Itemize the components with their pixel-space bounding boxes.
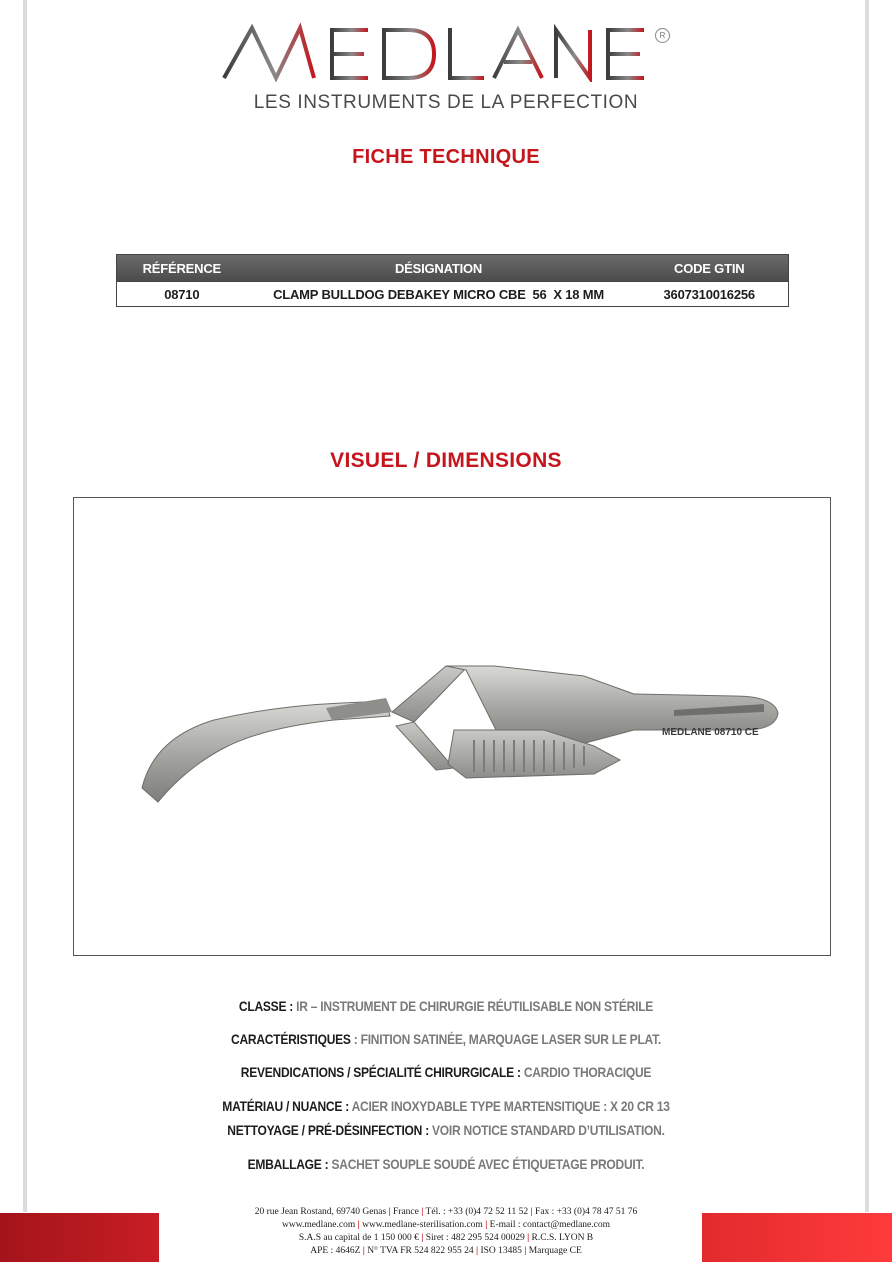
email-text[interactable]: E-mail : contact@medlane.com (489, 1220, 610, 1230)
sheet-title: FICHE TECHNIQUE (352, 146, 540, 168)
visual-title: VISUEL / DIMENSIONS (330, 449, 562, 472)
footer-line-address: 20 rue Jean Rostand, 69740 Genas | France | Tél. : +33 (0)4 72 52 11 52 | Fax : +33 (0)4 78 47 51 76 (254, 1207, 638, 1217)
brand-logo (0, 18, 892, 118)
capital-text: S.A.S au capital de 1 150 000 € (298, 1233, 419, 1243)
vat-text: N° TVA FR 524 822 955 24 (367, 1246, 474, 1256)
header-designation: DÉSIGNATION (394, 260, 483, 276)
cell-gtin: 3607310016256 (663, 286, 755, 302)
engraving-text: MEDLANE 08710 CE (662, 727, 759, 738)
spec-classe (62, 998, 829, 1014)
spec-value: SACHET SOUPLE SOUDÉ AVEC ÉTIQUETAGE PRODUIT. (328, 1156, 645, 1172)
brand-tagline: LES INSTRUMENTS DE LA PERFECTION (253, 92, 639, 113)
table-row (117, 281, 788, 306)
ape-text: APE : 4646Z (310, 1246, 361, 1256)
sterilisation-website-link[interactable]: www.medlane-sterilisation.com (362, 1220, 483, 1230)
spec-value: IR – INSTRUMENT DE CHIRURGIE RÉUTILISABLE NON STÉRILE (293, 998, 654, 1014)
spec-value: ACIER INOXYDABLE TYPE MARTENSITIQUE : X 20 CR 13 (348, 1098, 670, 1114)
header-reference: RÉFÉRENCE (142, 260, 221, 276)
country-text: France (393, 1207, 419, 1217)
website-link[interactable]: www.medlane.com (281, 1220, 356, 1230)
spec-value: VOIR NOTICE STANDARD D’UTILISATION. (428, 1122, 665, 1138)
spec-label: CLASSE : (238, 998, 294, 1014)
header-gtin: CODE GTIN (674, 260, 745, 276)
spec-label: NETTOYAGE / PRÉ-DÉSINFECTION : (227, 1122, 429, 1138)
footer-line-legal: APE : 4646Z | N° TVA FR 524 822 955 24 | ISO 13485 | Marquage CE (310, 1246, 582, 1256)
spec-materiau (62, 1098, 829, 1114)
siret-text: Siret : 482 295 524 00029 (425, 1233, 525, 1243)
left-border-line (23, 0, 27, 1212)
phone-text: Tél. : +33 (0)4 72 52 11 52 (425, 1207, 529, 1217)
medlane-wordmark (218, 22, 658, 82)
spec-value: CARDIO THORACIQUE (520, 1064, 652, 1080)
spec-label: CARACTÉRISTIQUES (231, 1031, 351, 1047)
address-text: 20 rue Jean Rostand, 69740 Genas (254, 1207, 387, 1217)
cell-reference: 08710 (164, 286, 200, 302)
spec-emballage (62, 1156, 829, 1172)
registered-mark: R (655, 28, 670, 43)
rcs-text: R.C.S. LYON B (531, 1233, 594, 1243)
footer-line-web: www.medlane.com | www.medlane-sterilisation.com | E-mail : contact@medlane.com (281, 1220, 610, 1230)
spec-revendications (62, 1064, 829, 1080)
right-border-line (865, 0, 869, 1212)
cell-designation: CLAMP BULLDOG DEBAKEY MICRO CBE 56 X 18 MM (273, 286, 604, 302)
table-header-row (117, 255, 788, 281)
product-image-frame (73, 497, 831, 956)
spec-label: MATÉRIAU / NUANCE : (222, 1098, 349, 1114)
spec-nettoyage (62, 1122, 829, 1138)
ce-marking-text: Marquage CE (528, 1246, 582, 1256)
bulldog-clamp-image (74, 498, 832, 957)
iso-text: ISO 13485 (480, 1246, 522, 1256)
spec-value: : FINITION SATINÉE, MARQUAGE LASER SUR LE PLAT. (350, 1031, 661, 1047)
spec-label: EMBALLAGE : (247, 1156, 329, 1172)
footer-contact (0, 1206, 892, 1258)
spec-caracteristiques (62, 1031, 829, 1047)
reference-table (116, 254, 789, 307)
footer-line-company: S.A.S au capital de 1 150 000 € | Siret : 482 295 524 00029 | R.C.S. LYON B (298, 1233, 594, 1243)
fax-text: Fax : +33 (0)4 78 47 51 76 (535, 1207, 638, 1217)
spec-label: REVENDICATIONS / SPÉCIALITÉ CHIRURGICALE : (240, 1064, 521, 1080)
